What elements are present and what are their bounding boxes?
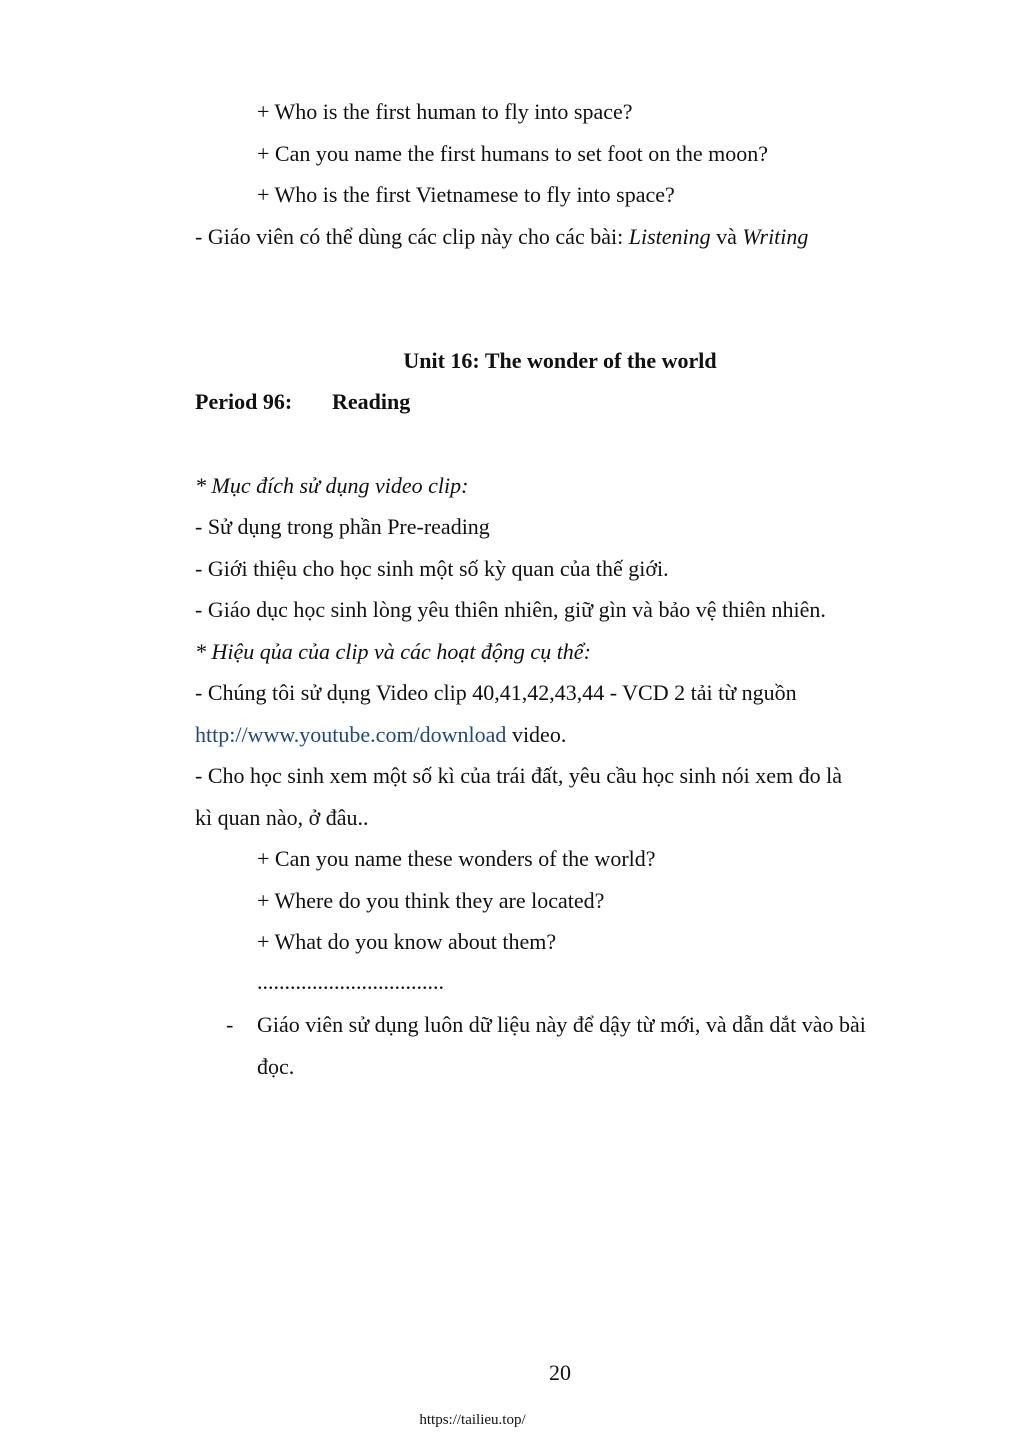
purpose-item-educate: - Giáo dục học sinh lòng yêu thiên nhiên, giữ gìn và bảo vệ thiên nhiên.	[195, 597, 826, 622]
effect-task-line1: - Cho học sinh xem một số kì của trái đất, yêu cầu học sinh nói xem đo là	[195, 763, 843, 788]
teacher-note-prefix: - Giáo viên có thể dùng các clip này cho các bài:	[195, 224, 629, 249]
question-first-vietnamese: + Who is the first Vietnamese to fly into space?	[257, 182, 675, 207]
period-skill: Reading	[332, 389, 411, 414]
teacher-note-listening: Listening	[628, 224, 711, 249]
effect-source-line: - Chúng tôi sử dụng Video clip 40,41,42,43,44 - VCD 2 tải từ nguồn	[195, 680, 797, 705]
final-bullet-line1: Giáo viên sử dụng luôn dữ liệu này để dậy từ mới, và dẫn dắt vào bài	[257, 1012, 866, 1037]
footer-url[interactable]: https://tailieu.top/	[419, 1412, 526, 1428]
effect-link-suffix: video.	[506, 722, 567, 747]
period-line	[195, 389, 410, 415]
period-label: Period 96:	[195, 389, 293, 414]
teacher-note-and: và	[710, 224, 743, 249]
purpose-item-introduce: - Giới thiệu cho học sinh một số kỳ quan của thế giới.	[195, 556, 669, 581]
question-where-located: + Where do you think they are located?	[257, 888, 605, 913]
teacher-note-writing: Writing	[742, 224, 809, 249]
page-number: 20	[549, 1360, 571, 1385]
question-first-human: + Who is the first human to fly into space?	[257, 99, 633, 124]
question-name-wonders: + Can you name these wonders of the world?	[257, 846, 656, 871]
effect-task-line2: kì quan nào, ở đâu..	[195, 805, 369, 830]
effect-link-line	[195, 722, 566, 748]
unit-title: Unit 16: The wonder of the world	[403, 348, 717, 373]
dotted-line: ..................................	[257, 969, 444, 994]
effect-heading: * Hiệu qủa của clip và các hoạt động cụ thể:	[195, 639, 591, 664]
purpose-item-pre-reading: - Sử dụng trong phần Pre-reading	[195, 514, 490, 539]
teacher-note	[195, 224, 808, 250]
final-bullet-marker: -	[226, 1012, 234, 1037]
question-what-know: + What do you know about them?	[257, 929, 557, 954]
question-moon: + Can you name the first humans to set foot on the moon?	[257, 141, 768, 166]
purpose-heading: * Mục đích sử dụng video clip:	[195, 473, 469, 498]
final-bullet-line2: đọc.	[257, 1054, 295, 1079]
youtube-download-link[interactable]: http://www.youtube.com/download	[195, 722, 507, 747]
